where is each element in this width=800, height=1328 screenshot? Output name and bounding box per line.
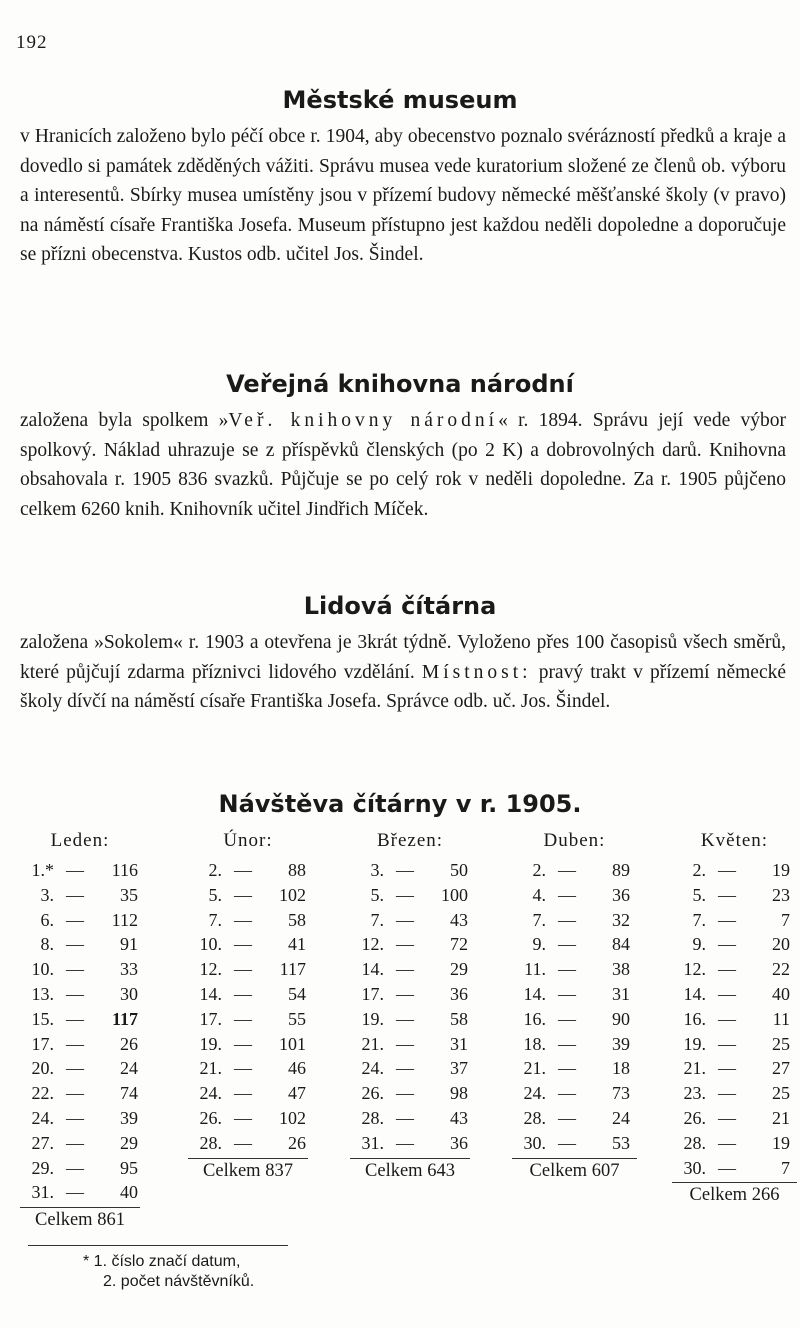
visit-dash: — — [396, 983, 414, 1004]
visit-count: 36 — [612, 884, 630, 905]
visit-dash: — — [66, 1083, 84, 1104]
visit-row — [20, 982, 140, 1007]
visit-row — [188, 982, 308, 1007]
visit-dash: — — [234, 1033, 252, 1054]
visit-count: 22 — [772, 959, 790, 980]
visit-count: 25 — [772, 1033, 790, 1054]
visit-count: 37 — [450, 1058, 468, 1079]
visit-date: 28. — [199, 1132, 222, 1153]
visit-row — [20, 1032, 140, 1057]
visit-count: 24 — [612, 1107, 630, 1128]
visit-row — [672, 957, 797, 982]
visit-dash: — — [718, 1058, 736, 1079]
visit-row — [20, 1156, 140, 1181]
visit-date: 12. — [683, 959, 706, 980]
visit-date: 7. — [208, 909, 222, 930]
visit-dash: — — [234, 1107, 252, 1128]
visit-count: 24 — [120, 1058, 138, 1079]
visit-count: 35 — [120, 884, 138, 905]
visit-count: 74 — [120, 1083, 138, 1104]
footnote — [28, 1245, 288, 1292]
visit-count: 40 — [120, 1182, 138, 1203]
visit-date: 4. — [532, 884, 546, 905]
visit-count: 19 — [772, 1132, 790, 1153]
footnote-line-2: 2. počet návštěvníků. — [103, 1273, 255, 1290]
visit-row — [672, 932, 797, 957]
visit-row — [672, 1156, 797, 1181]
visit-date: 24. — [361, 1058, 384, 1079]
visit-date: 8. — [40, 934, 54, 955]
visit-dash: — — [66, 1132, 84, 1153]
visit-count: 55 — [288, 1008, 306, 1029]
visit-date: 27. — [31, 1132, 54, 1153]
visit-row — [350, 1106, 470, 1131]
visit-dash: — — [234, 1058, 252, 1079]
visit-date: 24. — [523, 1083, 546, 1104]
visit-date: 31. — [31, 1182, 54, 1203]
visit-date: 17. — [361, 983, 384, 1004]
visit-date: 21. — [683, 1058, 706, 1079]
visit-row — [512, 1056, 637, 1081]
visit-date: 10. — [31, 959, 54, 980]
visit-dash: — — [66, 1058, 84, 1079]
visit-count: 39 — [120, 1107, 138, 1128]
visit-date: 5. — [208, 884, 222, 905]
visit-row — [188, 1032, 308, 1057]
visit-dash: — — [66, 1107, 84, 1128]
visit-count: 23 — [772, 884, 790, 905]
visit-date: 5. — [370, 884, 384, 905]
visit-date: 12. — [199, 959, 222, 980]
visit-row — [672, 1131, 797, 1156]
visit-date: 31. — [361, 1132, 384, 1153]
visit-dash: — — [396, 934, 414, 955]
visit-dash: — — [234, 1083, 252, 1104]
visit-dash: — — [718, 884, 736, 905]
visit-dash: — — [558, 909, 576, 930]
visit-count: 102 — [279, 884, 306, 905]
visit-row — [20, 932, 140, 957]
visit-count: 95 — [120, 1157, 138, 1178]
visit-count: 33 — [120, 959, 138, 980]
visit-dash: — — [718, 1132, 736, 1153]
visit-count: 100 — [441, 884, 468, 905]
visit-count: 117 — [279, 959, 306, 980]
visit-dash: — — [558, 1033, 576, 1054]
visit-row — [188, 932, 308, 957]
visit-dash: — — [718, 1008, 736, 1029]
visit-dash: — — [396, 1008, 414, 1029]
visit-row — [672, 908, 797, 933]
visit-date: 24. — [199, 1083, 222, 1104]
visit-count: 18 — [612, 1058, 630, 1079]
visit-row — [512, 957, 637, 982]
visit-row — [350, 858, 470, 883]
visit-row — [20, 1007, 140, 1032]
visit-row — [20, 858, 140, 883]
visit-count: 47 — [288, 1083, 306, 1104]
visit-date: 28. — [523, 1107, 546, 1128]
visit-row — [350, 1081, 470, 1106]
visit-dash: — — [66, 1157, 84, 1178]
visit-count: 117 — [111, 1008, 138, 1029]
visit-count: 116 — [111, 860, 138, 880]
visit-date: 7. — [370, 909, 384, 930]
visit-dash: — — [396, 1033, 414, 1054]
visit-date: 3. — [40, 884, 54, 905]
visit-dash: — — [718, 1083, 736, 1104]
visit-date: 17. — [199, 1008, 222, 1029]
month-column — [20, 830, 140, 1231]
visit-date: 1.* — [31, 860, 54, 880]
visit-date: 21. — [361, 1033, 384, 1054]
visit-count: 19 — [772, 860, 790, 880]
section-text-library — [20, 406, 786, 524]
visit-dash: — — [558, 1132, 576, 1153]
visit-row — [350, 1032, 470, 1057]
visit-dash: — — [396, 959, 414, 980]
visit-count: 27 — [772, 1058, 790, 1079]
month-name: Leden: — [50, 830, 110, 851]
visit-row — [20, 908, 140, 933]
month-total: Celkem 266 — [672, 1182, 797, 1206]
visit-date: 12. — [361, 934, 384, 955]
visit-date: 30. — [683, 1157, 706, 1178]
visit-date: 21. — [199, 1058, 222, 1079]
visit-dash: — — [66, 934, 84, 955]
visit-date: 26. — [199, 1107, 222, 1128]
visit-date: 7. — [532, 909, 546, 930]
visit-dash: — — [718, 934, 736, 955]
visit-date: 16. — [523, 1008, 546, 1029]
visit-row — [672, 858, 797, 883]
visit-row — [20, 1180, 140, 1205]
visit-dash: — — [558, 934, 576, 955]
visit-dash: — — [66, 959, 84, 980]
visit-date: 2. — [208, 860, 222, 880]
visit-dash: — — [396, 1107, 414, 1128]
library-text-before: založena byla spolkem » — [20, 410, 229, 431]
visit-dash: — — [718, 1033, 736, 1054]
visit-row — [188, 1081, 308, 1106]
visit-count: 26 — [288, 1132, 306, 1153]
visit-dash: — — [718, 983, 736, 1004]
visit-dash: — — [396, 884, 414, 905]
visit-date: 20. — [31, 1058, 54, 1079]
visit-row — [672, 1106, 797, 1131]
month-name: Březen: — [376, 830, 444, 851]
visit-count: 31 — [450, 1033, 468, 1054]
visit-count: 112 — [111, 909, 138, 930]
visit-count: 43 — [450, 1107, 468, 1128]
visit-dash: — — [558, 1008, 576, 1029]
month-column — [188, 830, 308, 1182]
visit-row — [20, 1081, 140, 1106]
visit-count: 54 — [288, 983, 306, 1004]
visit-dash: — — [718, 860, 736, 880]
visit-dash: — — [234, 860, 252, 880]
visit-dash: — — [558, 860, 576, 880]
visit-date: 10. — [199, 934, 222, 955]
visit-count: 36 — [450, 1132, 468, 1153]
visit-count: 72 — [450, 934, 468, 955]
visit-count: 53 — [612, 1132, 630, 1153]
visit-count: 46 — [288, 1058, 306, 1079]
visit-date: 17. — [31, 1033, 54, 1054]
visit-date: 29. — [31, 1157, 54, 1178]
visit-dash: — — [396, 909, 414, 930]
visit-dash: — — [66, 983, 84, 1004]
visit-dash: — — [66, 884, 84, 905]
visit-date: 14. — [361, 959, 384, 980]
section-title-reading-room: Lidová čítárna — [303, 592, 497, 620]
month-total: Celkem 643 — [350, 1158, 470, 1182]
visit-date: 24. — [31, 1107, 54, 1128]
visit-dash: — — [558, 959, 576, 980]
library-text-after: « r. 1894. Správu její vede výbor spolkový. Náklad uhrazuje se z příspěvků členských (po 2 K) a dobrovolných darů. Knihovna obsahovala r. 1905 836 svazků. Půjčuje se po celý rok v neděli dopoledne. Za r. 1905 půjčeno celkem 6260 knih. Knihovník učitel Jindřich Míček. — [20, 410, 786, 520]
visit-count: 32 — [612, 909, 630, 930]
visit-date: 13. — [31, 983, 54, 1004]
visit-row — [512, 932, 637, 957]
visit-row — [188, 1007, 308, 1032]
visit-dash: — — [558, 983, 576, 1004]
visit-date: 28. — [361, 1107, 384, 1128]
visit-dash: — — [234, 1132, 252, 1153]
month-column — [350, 830, 470, 1182]
visit-dash: — — [558, 1107, 576, 1128]
visit-row — [188, 1056, 308, 1081]
visit-row — [672, 1056, 797, 1081]
visit-count: 31 — [612, 983, 630, 1004]
visit-dash: — — [234, 934, 252, 955]
visit-count: 58 — [450, 1008, 468, 1029]
visit-date: 3. — [370, 860, 384, 880]
visit-count: 20 — [772, 934, 790, 955]
month-total: Celkem 607 — [512, 1158, 637, 1182]
visit-count: 102 — [279, 1107, 306, 1128]
visit-dash: — — [234, 909, 252, 930]
month-name: Duben: — [543, 830, 606, 851]
visit-count: 89 — [612, 860, 630, 880]
visit-row — [350, 932, 470, 957]
visit-dash: — — [558, 884, 576, 905]
month-column — [672, 830, 797, 1206]
page-number: 192 — [16, 32, 48, 53]
visit-count: 29 — [120, 1132, 138, 1153]
visit-row — [188, 883, 308, 908]
visit-row — [350, 1007, 470, 1032]
visit-count: 7 — [781, 909, 790, 930]
visit-count: 98 — [450, 1083, 468, 1104]
visit-dash: — — [396, 860, 414, 880]
visit-count: 43 — [450, 909, 468, 930]
visit-count: 29 — [450, 959, 468, 980]
visit-dash: — — [396, 1132, 414, 1153]
visit-dash: — — [718, 909, 736, 930]
visit-row — [512, 982, 637, 1007]
library-text-spaced: Veř. knihovny národní — [228, 410, 499, 431]
visit-dash: — — [718, 959, 736, 980]
visit-dash: — — [396, 1058, 414, 1079]
visit-row — [672, 1081, 797, 1106]
visit-row — [672, 982, 797, 1007]
visit-row — [350, 982, 470, 1007]
visit-row — [512, 908, 637, 933]
visit-row — [672, 1032, 797, 1057]
visits-table-title: Návštěva čítárny v r. 1905. — [218, 790, 582, 818]
month-column — [512, 830, 637, 1182]
reading-text-after: pravý trakt v přízemí německé školy dívčí na náměstí císaře Františka Josefa. Správce odb. uč. Jos. Šindel. — [20, 661, 786, 712]
visit-row — [672, 1007, 797, 1032]
visit-dash: — — [396, 1083, 414, 1104]
month-total: Celkem 861 — [20, 1207, 140, 1231]
visit-date: 19. — [199, 1033, 222, 1054]
visit-row — [188, 1131, 308, 1156]
visit-dash: — — [66, 909, 84, 930]
visit-count: 39 — [612, 1033, 630, 1054]
visit-date: 30. — [523, 1132, 546, 1153]
visit-dash: — — [234, 1008, 252, 1029]
visit-row — [188, 1106, 308, 1131]
visit-date: 14. — [683, 983, 706, 1004]
visit-count: 7 — [781, 1157, 790, 1178]
footnote-line-1: * 1. číslo značí datum, — [83, 1253, 241, 1270]
visit-date: 19. — [361, 1008, 384, 1029]
visit-date: 18. — [523, 1033, 546, 1054]
visit-count: 40 — [772, 983, 790, 1004]
visit-row — [512, 1106, 637, 1131]
visit-count: 36 — [450, 983, 468, 1004]
visit-row — [188, 957, 308, 982]
visit-row — [188, 858, 308, 883]
visit-date: 5. — [692, 884, 706, 905]
visit-count: 73 — [612, 1083, 630, 1104]
month-name: Květen: — [700, 830, 769, 851]
visit-count: 26 — [120, 1033, 138, 1054]
visit-row — [20, 1106, 140, 1131]
reading-text-spaced: Místnost: — [421, 661, 532, 683]
visit-row — [350, 1131, 470, 1156]
visit-row — [512, 1032, 637, 1057]
visit-dash: — — [234, 983, 252, 1004]
visit-date: 14. — [199, 983, 222, 1004]
visit-date: 11. — [524, 959, 546, 980]
visit-date: 2. — [532, 860, 546, 880]
visit-count: 30 — [120, 983, 138, 1004]
visit-date: 19. — [683, 1033, 706, 1054]
visit-row — [188, 908, 308, 933]
visit-date: 15. — [31, 1008, 54, 1029]
visit-row — [672, 883, 797, 908]
visit-date: 21. — [523, 1058, 546, 1079]
visit-count: 84 — [612, 934, 630, 955]
reading-text-before: založena »Sokolem« r. 1903 a otevřena je 3krát týdně. Vyloženo přes 100 časopisů všech směrů, které půjčují zdarma příznivci lidového vzdělání. — [20, 632, 786, 683]
visit-row — [350, 883, 470, 908]
visit-row — [350, 957, 470, 982]
visit-row — [512, 883, 637, 908]
visit-dash: — — [558, 1058, 576, 1079]
visit-date: 22. — [31, 1083, 54, 1104]
section-text-reading-room — [20, 628, 786, 717]
visit-dash: — — [718, 1157, 736, 1178]
visit-date: 26. — [361, 1083, 384, 1104]
visit-dash: — — [66, 860, 84, 880]
visit-row — [512, 858, 637, 883]
visit-dash: — — [66, 1033, 84, 1054]
visit-count: 58 — [288, 909, 306, 930]
visit-date: 28. — [683, 1132, 706, 1153]
visit-date: 23. — [683, 1083, 706, 1104]
visit-row — [20, 883, 140, 908]
visit-date: 9. — [692, 934, 706, 955]
visit-count: 38 — [612, 959, 630, 980]
section-text-museum: v Hranicích založeno bylo péčí obce r. 1904, aby obecenstvo poznalo svérázností předků a kraje a dovedlo si památek zděděných vážiti. Správu musea vede kuratorium složené ze členů ob. výboru a interesentů. Sbírky musea umístěny jsou v přízemí budovy německé měšťanské školy (v pravo) na náměstí císaře Františka Josefa. Museum přístupno jest každou neděli dopoledne a doporučuje se přízni obecenstva. Kustos odb. učitel Jos. Šindel. — [20, 126, 786, 265]
visits-table — [20, 830, 792, 1250]
visit-count: 11 — [772, 1008, 790, 1029]
visit-date: 9. — [532, 934, 546, 955]
visit-count: 90 — [612, 1008, 630, 1029]
visit-row — [512, 1007, 637, 1032]
visit-row — [20, 957, 140, 982]
visit-count: 41 — [288, 934, 306, 955]
visit-date: 2. — [692, 860, 706, 880]
month-name: Únor: — [223, 830, 273, 851]
visit-date: 26. — [683, 1107, 706, 1128]
month-total: Celkem 837 — [188, 1158, 308, 1182]
visit-date: 7. — [692, 909, 706, 930]
visit-dash: — — [66, 1182, 84, 1203]
visit-count: 21 — [772, 1107, 790, 1128]
section-title-library: Veřejná knihovna národní — [226, 370, 574, 398]
visit-row — [20, 1131, 140, 1156]
visit-count: 101 — [279, 1033, 306, 1054]
visit-date: 14. — [523, 983, 546, 1004]
visit-date: 16. — [683, 1008, 706, 1029]
section-title-museum: Městské museum — [282, 86, 518, 114]
visit-dash: — — [234, 959, 252, 980]
visit-row — [350, 908, 470, 933]
visit-dash: — — [558, 1083, 576, 1104]
visit-count: 91 — [120, 934, 138, 955]
visit-row — [512, 1131, 637, 1156]
visit-dash: — — [66, 1008, 84, 1029]
visit-row — [512, 1081, 637, 1106]
visit-count: 50 — [450, 860, 468, 880]
visit-dash: — — [234, 884, 252, 905]
visit-row — [350, 1056, 470, 1081]
visit-row — [20, 1056, 140, 1081]
visit-count: 88 — [288, 860, 306, 880]
visit-date: 6. — [40, 909, 54, 930]
visit-count: 25 — [772, 1083, 790, 1104]
visit-dash: — — [718, 1107, 736, 1128]
